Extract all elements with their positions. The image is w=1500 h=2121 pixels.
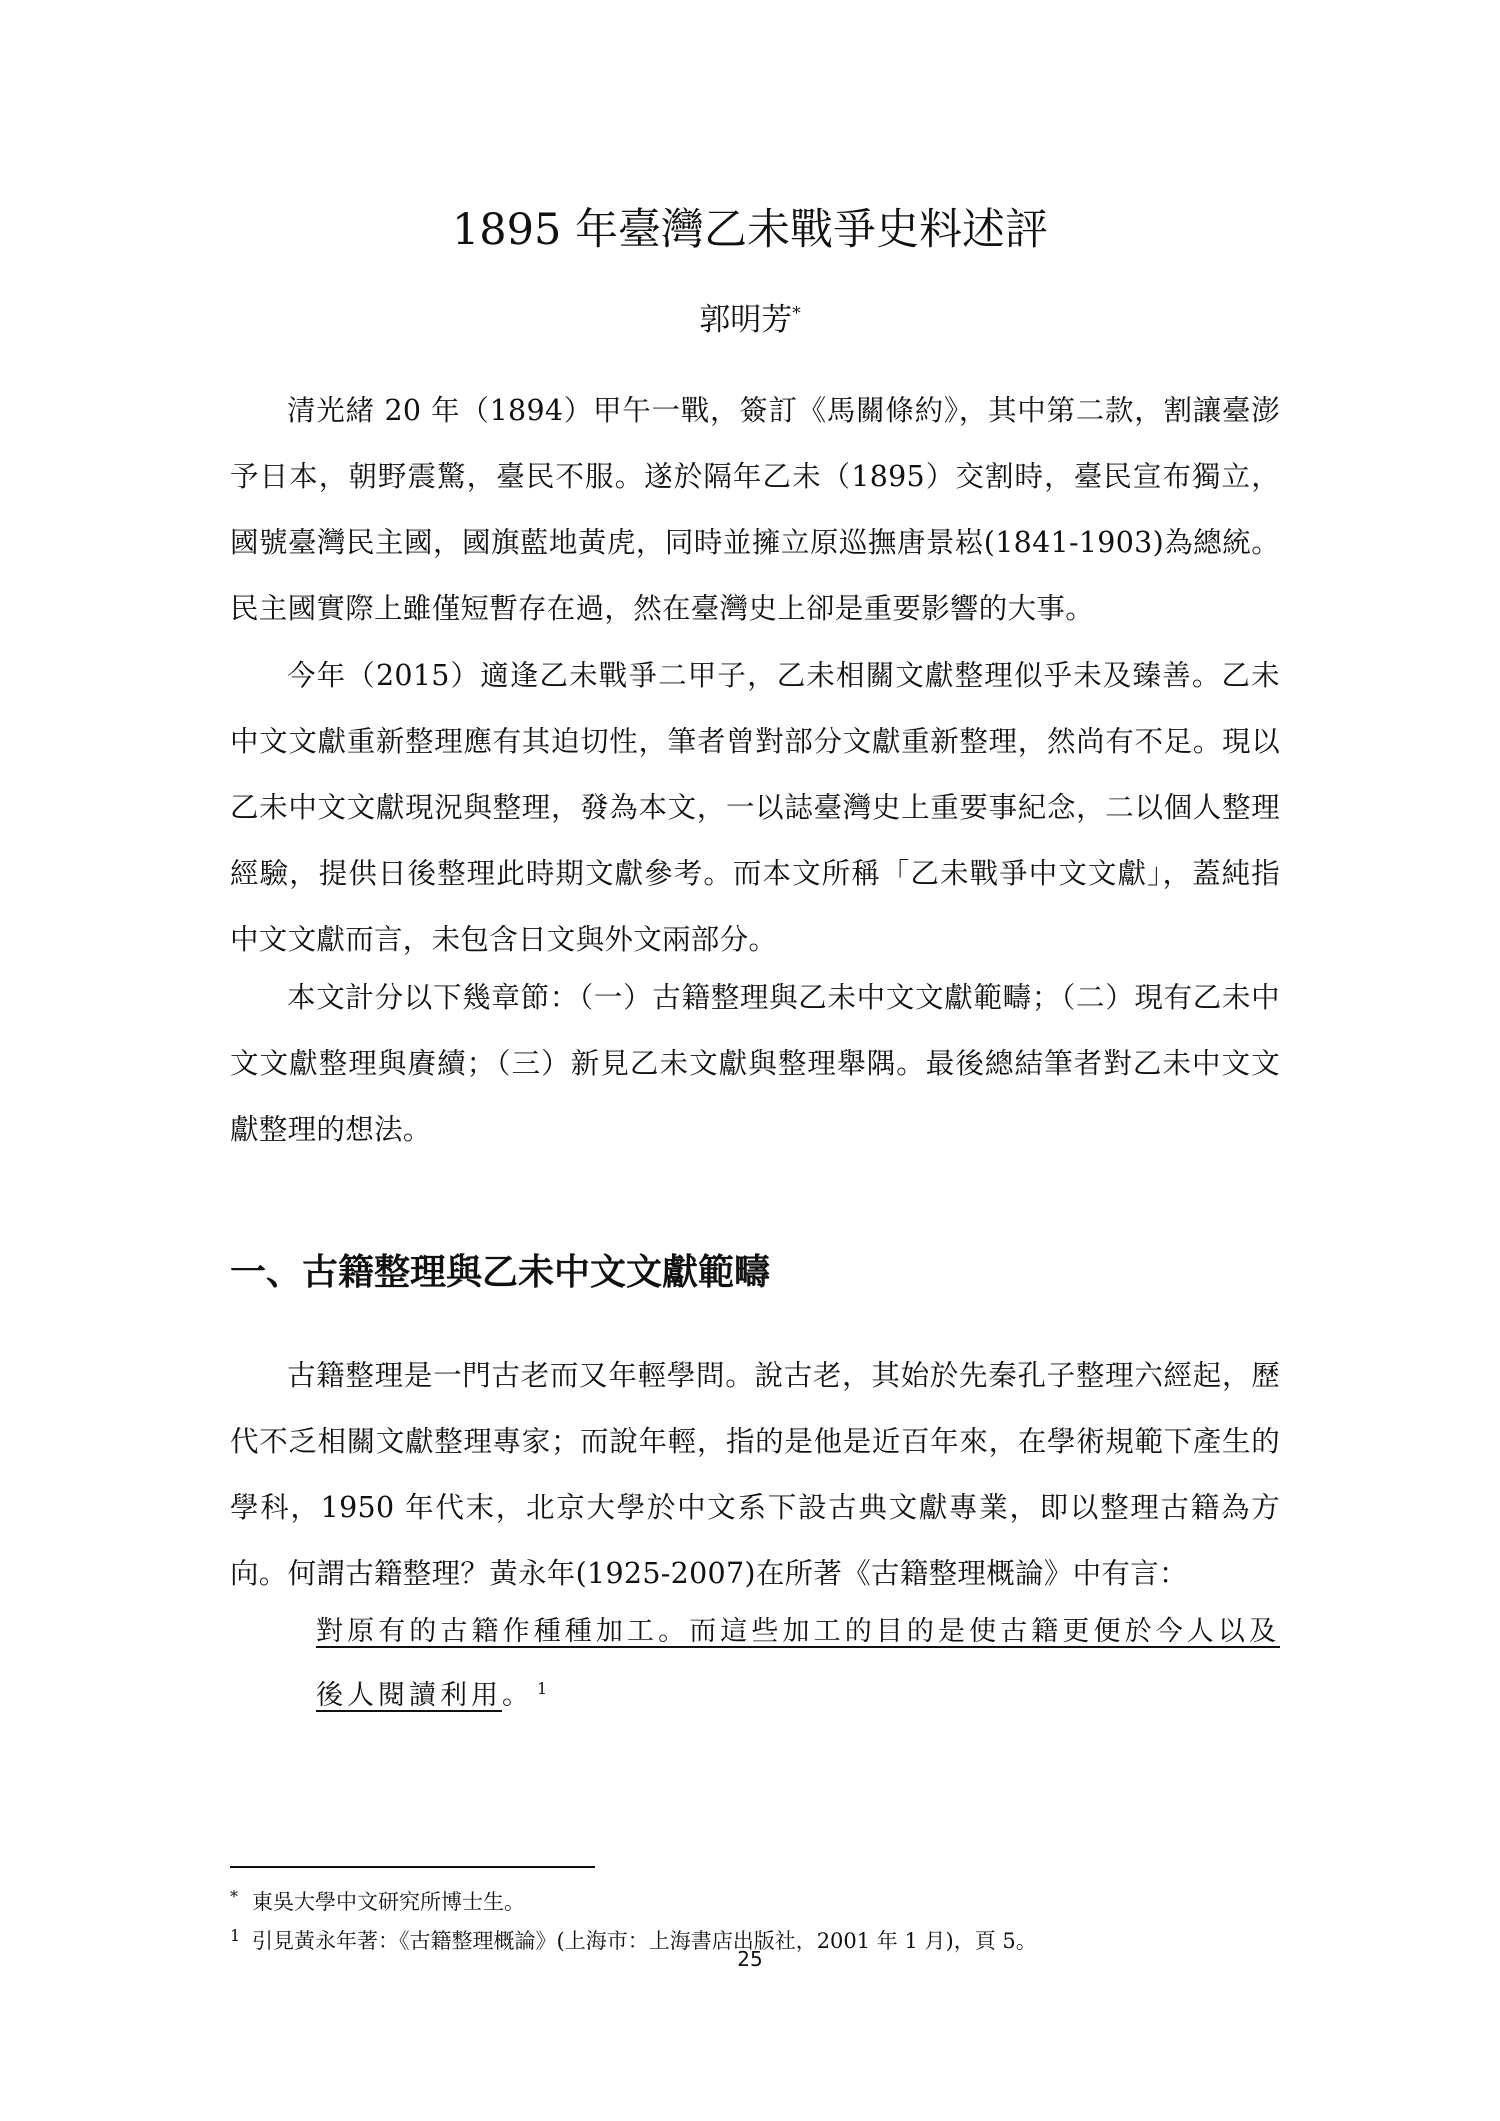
footnote-divider [230, 1866, 595, 1868]
quote-text: 對原有的古籍作種種加工。而這些加工的目的是使古籍更便於今人以及後人閱讀利用 [316, 1616, 1280, 1711]
quote-footnote-ref: 1 [537, 1679, 552, 1698]
author-footnote-mark: * [792, 303, 801, 324]
paper-title: 1895 年臺灣乙未戰爭史料述評 [451, 205, 1049, 255]
author-name: 郭明芳 [699, 302, 793, 338]
page-number: 25 [737, 1947, 763, 1971]
section-paragraph: 古籍整理是一門古老而又年輕學問。說古老，其始於先秦孔子整理六經起，歷代不乏相關文獻整理專家；而說年輕，指的是他是近百年來，在學術規範下產生的學科，1950 年代末，北京大學於中文系下設古典文獻專業，即以整理古籍為方向。何謂古籍整理？黃永年(1925-2007)在所著《古籍整理概論》中有言： [230, 1359, 1280, 1590]
footnote-author [230, 1880, 1280, 1919]
footnote-mark: * [230, 1887, 238, 1906]
section-heading: 一、古籍整理與乙未中文文獻範疇 [230, 1252, 771, 1293]
footnote-text: 引見黃永年著：《古籍整理概論》(上海市：上海書店出版社，2001 年 1 月)，頁 5。 [252, 1929, 1037, 1953]
intro-paragraph-2: 今年（2015）適逢乙未戰爭二甲子，乙未相關文獻整理似乎未及臻善。乙未中文文獻重新整理應有其迫切性，筆者曾對部分文獻重新整理，然尚有不足。現以乙未中文文獻現況與整理，發為本文，一以誌臺灣史上重要事紀念，二以個人整理經驗，提供日後整理此時期文獻參考。而本文所稱「乙未戰爭中文文獻」，蓋純指中文文獻而言，未包含日文與外文兩部分。 [230, 659, 1280, 956]
intro-paragraph-1: 清光緒 20 年（1894）甲午一戰，簽訂《馬關條約》，其中第二款，割讓臺澎予日本，朝野震驚，臺民不服。遂於隔年乙未（1895）交割時，臺民宣布獨立，國號臺灣民主國，國旗藍地黃虎，同時並擁立原巡撫唐景崧(1841-1903)為總統。民主國實際上雖僅短暫存在過，然在臺灣史上卻是重要影響的大事。 [230, 394, 1280, 625]
footnote-text: 東吳大學中文研究所博士生。 [252, 1890, 525, 1914]
footnote-mark: 1 [230, 1926, 241, 1945]
quote-end-punctuation: 。 [502, 1680, 533, 1711]
author-line [0, 300, 1500, 340]
block-quote [316, 1600, 1280, 1728]
intro-paragraph-3: 本文計分以下幾章節：（一）古籍整理與乙未中文文獻範疇；（二）現有乙未中文文獻整理與賡續；（三）新見乙未文獻與整理舉隅。最後總結筆者對乙未中文文獻整理的想法。 [230, 981, 1280, 1146]
